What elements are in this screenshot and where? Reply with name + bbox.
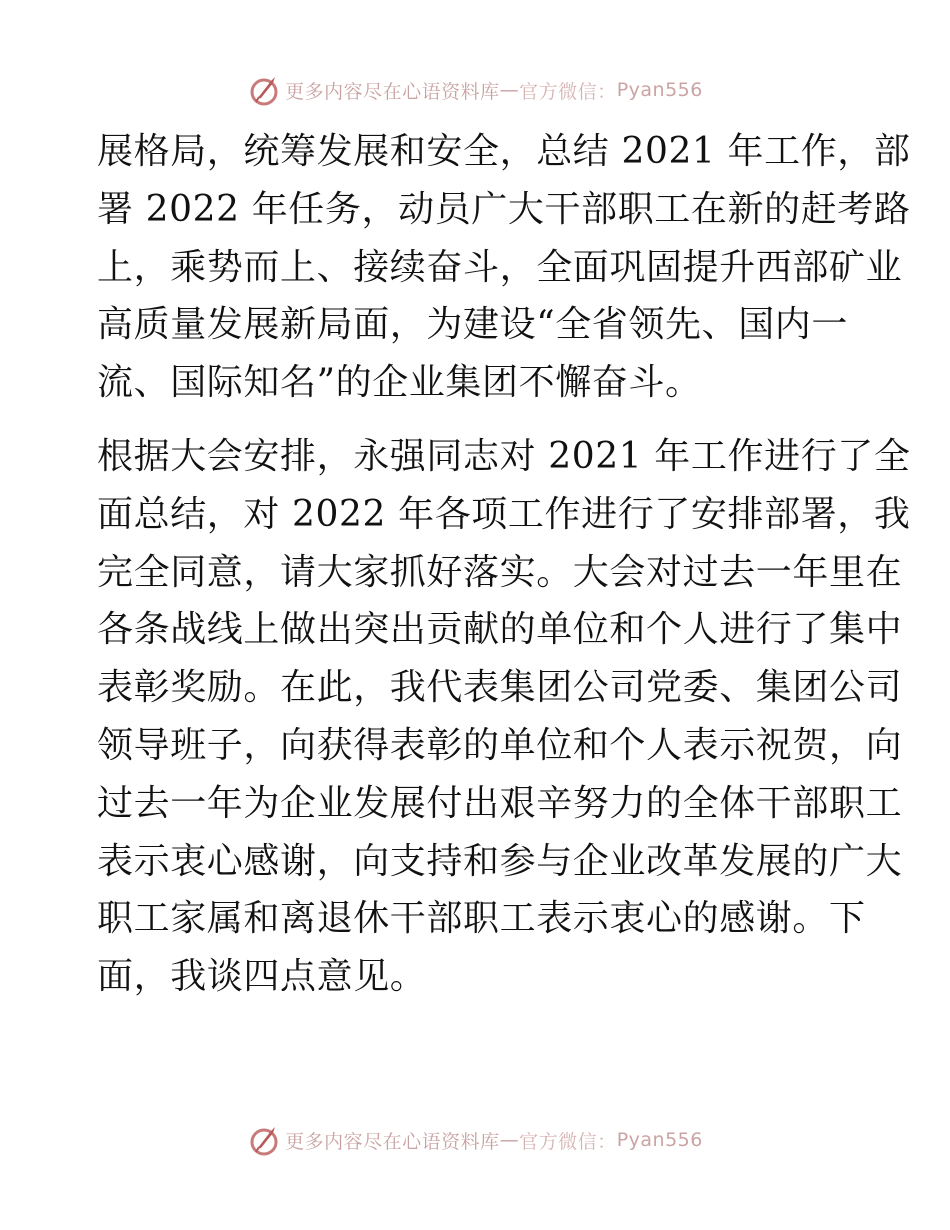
text-line: 根据大会安排，永强同志对 2021 年工作进行了全 [97,435,911,477]
text-line: 高质量发展新局面，为建设“全省领先、国内一 [97,304,849,346]
watermark-wechat-id: Pyan556 [616,79,703,101]
text-line: 上，乘势而上、接续奋斗，全面巩固提升西部矿业 [97,246,903,288]
quill-pen-logo-icon [247,73,281,107]
quill-pen-logo-icon [247,1123,281,1157]
text-line: 展格局，统筹发展和安全，总结 2021 年工作，部 [97,131,911,172]
text-line: 署 2022 年任务，动员广大干部职工在新的赶考路 [97,188,911,230]
text-line: 面总结，对 2022 年各项工作进行了安排部署，我 [97,493,911,535]
watermark-dash: — [499,79,520,101]
header-watermark [0,70,950,110]
footer-watermark [0,1120,950,1160]
paragraph-2 [97,428,911,1006]
watermark-wechat-label: 官方微信： [519,80,617,103]
text-line: 职工家属和离退休干部职工表示衷心的感谢。下 [97,898,866,940]
watermark-brand-text: 更多内容尽在心语资料库 [285,1130,500,1153]
text-line: 完全同意，请大家抓好落实。大会对过去一年里在 [97,551,903,593]
text-line: 领导班子，向获得表彰的单位和个人表示祝贺，向 [97,724,903,766]
text-line: 过去一年为企业发展付出艰辛努力的全体干部职工 [97,782,903,824]
watermark-brand-text: 更多内容尽在心语资料库 [285,80,500,103]
text-line: 各条战线上做出突出贡献的单位和个人进行了集中 [97,609,903,651]
watermark-wechat-id: Pyan556 [616,1129,703,1151]
document-body [97,123,911,1006]
paragraph-gap [97,412,853,428]
text-line: 表彰奖励。在此，我代表集团公司党委、集团公司 [97,667,903,709]
text-line: 面，我谈四点意见。 [97,956,427,998]
watermark-wechat-label: 官方微信： [519,1130,617,1153]
watermark-dash: — [499,1129,520,1151]
text-line: 流、国际知名”的企业集团不懈奋斗。 [97,362,702,404]
text-line: 表示衷心感谢，向支持和参与企业改革发展的广大 [97,840,903,882]
paragraph-1 [97,123,911,412]
